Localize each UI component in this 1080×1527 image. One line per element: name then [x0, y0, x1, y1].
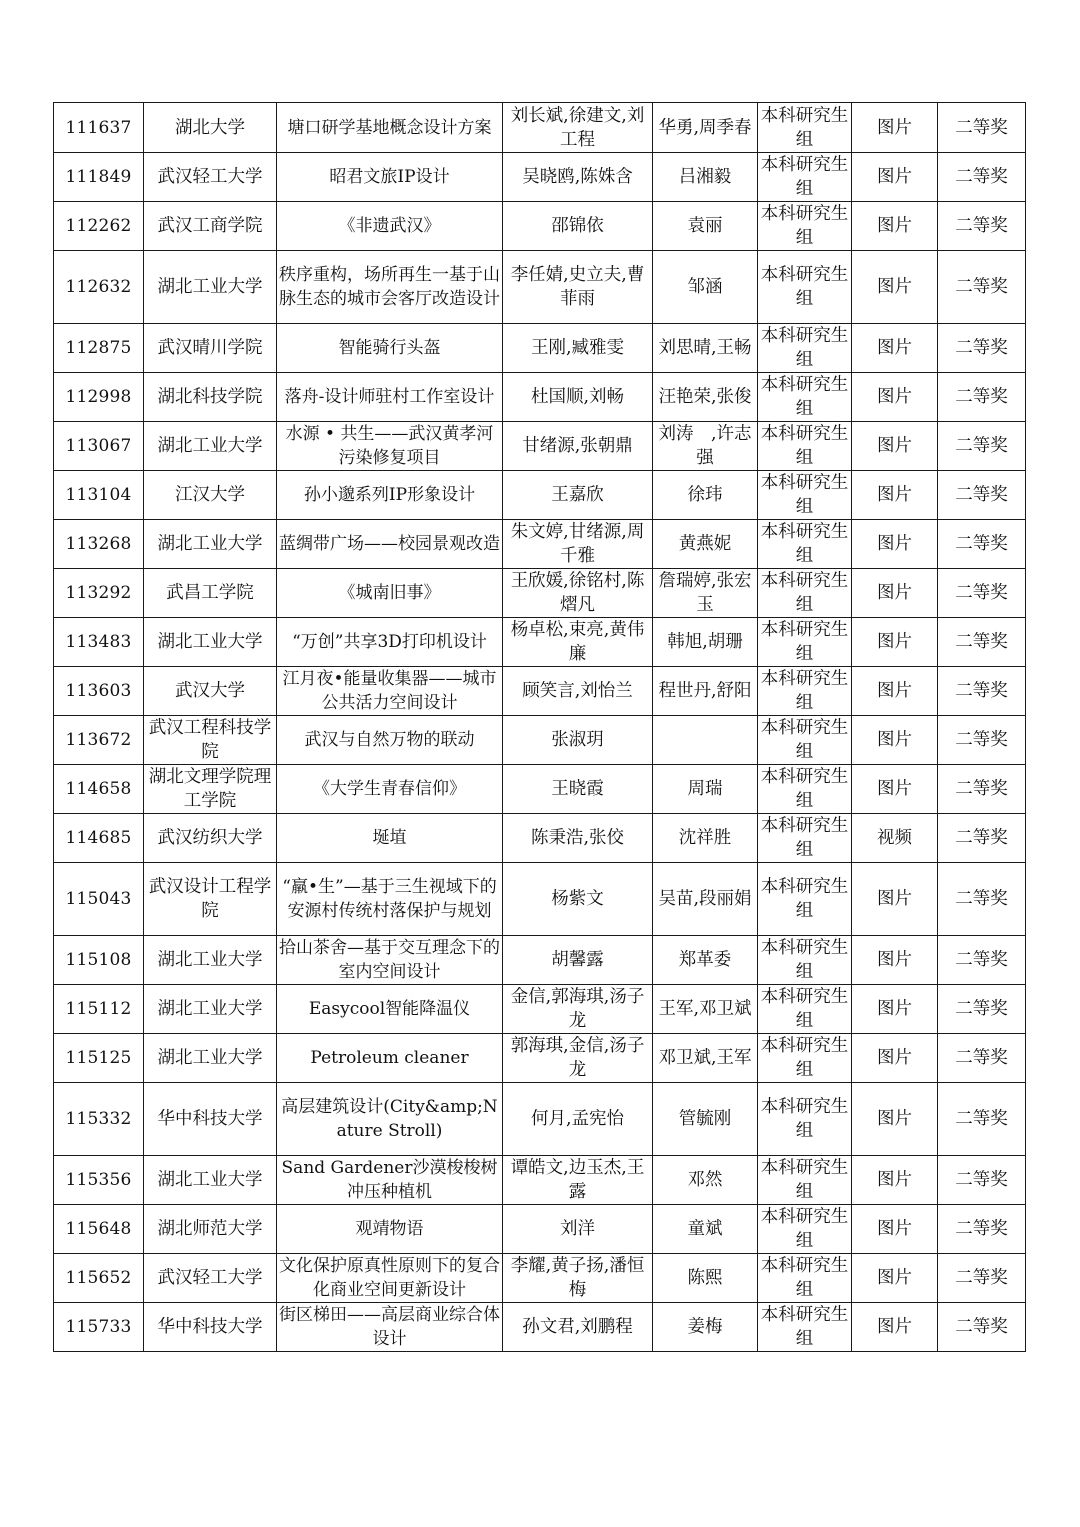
work-type: 图片: [852, 1303, 938, 1352]
work-type: 图片: [852, 520, 938, 569]
work-type: 图片: [852, 863, 938, 936]
work-type: 图片: [852, 985, 938, 1034]
advisor-names: 姜梅: [653, 1303, 758, 1352]
school-name: 武汉轻工大学: [144, 153, 277, 202]
advisor-names: 韩旭,胡珊: [653, 618, 758, 667]
author-names: 杜国顺,刘畅: [503, 373, 653, 422]
table-row: [54, 618, 1026, 667]
entry-id: 112262: [54, 202, 144, 251]
project-title: 街区梯田——高层商业综合体设计: [277, 1303, 503, 1352]
group-category: 本科研究生组: [758, 520, 852, 569]
project-title: 孙小邈系列IP形象设计: [277, 471, 503, 520]
award-level: 二等奖: [938, 936, 1026, 985]
advisor-names: 周瑞: [653, 765, 758, 814]
project-title: 文化保护原真性原则下的复合化商业空间更新设计: [277, 1254, 503, 1303]
school-name: 湖北工业大学: [144, 985, 277, 1034]
entry-id: 115125: [54, 1034, 144, 1083]
author-names: 甘绪源,张朝鼎: [503, 422, 653, 471]
entry-id: 113483: [54, 618, 144, 667]
group-category: 本科研究生组: [758, 765, 852, 814]
advisor-names: [653, 716, 758, 765]
group-category: 本科研究生组: [758, 1034, 852, 1083]
award-level: 二等奖: [938, 618, 1026, 667]
entry-id: 115652: [54, 1254, 144, 1303]
entry-id: 115733: [54, 1303, 144, 1352]
award-level: 二等奖: [938, 251, 1026, 324]
project-title: 秩序重构，场所再生一基于山脉生态的城市会客厅改造设计: [277, 251, 503, 324]
advisor-names: 邹涵: [653, 251, 758, 324]
school-name: 湖北科技学院: [144, 373, 277, 422]
group-category: 本科研究生组: [758, 251, 852, 324]
entry-id: 111637: [54, 103, 144, 153]
entry-id: 111849: [54, 153, 144, 202]
group-category: 本科研究生组: [758, 103, 852, 153]
advisor-names: 邓然: [653, 1156, 758, 1205]
award-level: 二等奖: [938, 667, 1026, 716]
award-level: 二等奖: [938, 103, 1026, 153]
award-rows: [54, 103, 1026, 1352]
entry-id: 113292: [54, 569, 144, 618]
table-row: [54, 324, 1026, 373]
award-level: 二等奖: [938, 471, 1026, 520]
school-name: 华中科技大学: [144, 1303, 277, 1352]
group-category: 本科研究生组: [758, 324, 852, 373]
advisor-names: 华勇,周季春: [653, 103, 758, 153]
group-category: 本科研究生组: [758, 422, 852, 471]
school-name: 湖北工业大学: [144, 251, 277, 324]
award-level: 二等奖: [938, 520, 1026, 569]
project-title: “万创”共享3D打印机设计: [277, 618, 503, 667]
author-names: 吴晓鸥,陈姝含: [503, 153, 653, 202]
table-row: [54, 153, 1026, 202]
table-row: [54, 765, 1026, 814]
award-level: 二等奖: [938, 1205, 1026, 1254]
award-level: 二等奖: [938, 1303, 1026, 1352]
group-category: 本科研究生组: [758, 471, 852, 520]
work-type: 图片: [852, 1205, 938, 1254]
group-category: 本科研究生组: [758, 202, 852, 251]
award-level: 二等奖: [938, 814, 1026, 863]
author-names: 王刚,臧雅雯: [503, 324, 653, 373]
author-names: 何月,孟宪怡: [503, 1083, 653, 1156]
author-names: 李任婧,史立夫,曹菲雨: [503, 251, 653, 324]
project-title: 观靖物语: [277, 1205, 503, 1254]
entry-id: 112998: [54, 373, 144, 422]
group-category: 本科研究生组: [758, 569, 852, 618]
award-level: 二等奖: [938, 1083, 1026, 1156]
table-row: [54, 1254, 1026, 1303]
entry-id: 115043: [54, 863, 144, 936]
work-type: 图片: [852, 471, 938, 520]
advisor-names: 郑革委: [653, 936, 758, 985]
award-level: 二等奖: [938, 324, 1026, 373]
advisor-names: 袁丽: [653, 202, 758, 251]
entry-id: 115356: [54, 1156, 144, 1205]
project-title: 高层建筑设计(City&amp;Nature Stroll): [277, 1083, 503, 1156]
table-row: [54, 202, 1026, 251]
table-row: [54, 251, 1026, 324]
project-title: 武汉与自然万物的联动: [277, 716, 503, 765]
work-type: 图片: [852, 1034, 938, 1083]
award-table: [53, 102, 1026, 1352]
award-level: 二等奖: [938, 1034, 1026, 1083]
advisor-names: 徐玮: [653, 471, 758, 520]
school-name: 湖北工业大学: [144, 618, 277, 667]
project-title: 落舟-设计师驻村工作室设计: [277, 373, 503, 422]
project-title: 蓝绸带广场——校园景观改造: [277, 520, 503, 569]
project-title: 塘口研学基地概念设计方案: [277, 103, 503, 153]
table-row: [54, 373, 1026, 422]
entry-id: 114685: [54, 814, 144, 863]
school-name: 湖北工业大学: [144, 1034, 277, 1083]
author-names: 胡馨露: [503, 936, 653, 985]
advisor-names: 王军,邓卫斌: [653, 985, 758, 1034]
group-category: 本科研究生组: [758, 936, 852, 985]
award-level: 二等奖: [938, 716, 1026, 765]
group-category: 本科研究生组: [758, 153, 852, 202]
project-title: 智能骑行头盔: [277, 324, 503, 373]
entry-id: 113672: [54, 716, 144, 765]
table-row: [54, 520, 1026, 569]
table-row: [54, 1034, 1026, 1083]
school-name: 湖北工业大学: [144, 520, 277, 569]
author-names: 王欣媛,徐铭村,陈熠凡: [503, 569, 653, 618]
work-type: 图片: [852, 202, 938, 251]
entry-id: 113603: [54, 667, 144, 716]
entry-id: 113067: [54, 422, 144, 471]
advisor-names: 沈祥胜: [653, 814, 758, 863]
work-type: 视频: [852, 814, 938, 863]
advisor-names: 刘涛 ,许志强: [653, 422, 758, 471]
group-category: 本科研究生组: [758, 667, 852, 716]
group-category: 本科研究生组: [758, 618, 852, 667]
author-names: 顾笑言,刘怡兰: [503, 667, 653, 716]
project-title: 江月夜•能量收集器——城市公共活力空间设计: [277, 667, 503, 716]
table-row: [54, 422, 1026, 471]
author-names: 刘长斌,徐建文,刘工程: [503, 103, 653, 153]
award-level: 二等奖: [938, 373, 1026, 422]
table-row: [54, 569, 1026, 618]
group-category: 本科研究生组: [758, 716, 852, 765]
group-category: 本科研究生组: [758, 373, 852, 422]
group-category: 本科研究生组: [758, 985, 852, 1034]
school-name: 湖北文理学院理工学院: [144, 765, 277, 814]
entry-id: 113104: [54, 471, 144, 520]
school-name: 武汉纺织大学: [144, 814, 277, 863]
award-level: 二等奖: [938, 765, 1026, 814]
school-name: 武昌工学院: [144, 569, 277, 618]
table-row: [54, 1083, 1026, 1156]
work-type: 图片: [852, 716, 938, 765]
author-names: 郭海琪,金信,汤子龙: [503, 1034, 653, 1083]
school-name: 湖北师范大学: [144, 1205, 277, 1254]
advisor-names: 童斌: [653, 1205, 758, 1254]
project-title: 拾山茶舍—基于交互理念下的室内空间设计: [277, 936, 503, 985]
advisor-names: 汪艳荣,张俊: [653, 373, 758, 422]
award-level: 二等奖: [938, 422, 1026, 471]
school-name: 湖北工业大学: [144, 422, 277, 471]
project-title: Sand Gardener沙漠梭梭树冲压种植机: [277, 1156, 503, 1205]
work-type: 图片: [852, 1254, 938, 1303]
group-category: 本科研究生组: [758, 1156, 852, 1205]
author-names: 陈秉浩,张佼: [503, 814, 653, 863]
school-name: 武汉轻工大学: [144, 1254, 277, 1303]
table-row: [54, 667, 1026, 716]
entry-id: 115112: [54, 985, 144, 1034]
work-type: 图片: [852, 324, 938, 373]
project-title: 昭君文旅IP设计: [277, 153, 503, 202]
work-type: 图片: [852, 422, 938, 471]
work-type: 图片: [852, 667, 938, 716]
author-names: 王晓霞: [503, 765, 653, 814]
school-name: 武汉工程科技学院: [144, 716, 277, 765]
entry-id: 112632: [54, 251, 144, 324]
table-row: [54, 936, 1026, 985]
author-names: 谭皓文,边玉杰,王露: [503, 1156, 653, 1205]
work-type: 图片: [852, 373, 938, 422]
school-name: 湖北工业大学: [144, 1156, 277, 1205]
project-title: 《非遗武汉》: [277, 202, 503, 251]
project-title: 埏埴: [277, 814, 503, 863]
author-names: 孙文君,刘鹏程: [503, 1303, 653, 1352]
table-row: [54, 471, 1026, 520]
entry-id: 114658: [54, 765, 144, 814]
advisor-names: 陈熙: [653, 1254, 758, 1303]
author-names: 李耀,黄子扬,潘恒梅: [503, 1254, 653, 1303]
school-name: 武汉大学: [144, 667, 277, 716]
award-level: 二等奖: [938, 985, 1026, 1034]
school-name: 江汉大学: [144, 471, 277, 520]
work-type: 图片: [852, 153, 938, 202]
group-category: 本科研究生组: [758, 1083, 852, 1156]
project-title: 《城南旧事》: [277, 569, 503, 618]
project-title: Petroleum cleaner: [277, 1034, 503, 1083]
work-type: 图片: [852, 569, 938, 618]
table-row: [54, 716, 1026, 765]
project-title: 《大学生青春信仰》: [277, 765, 503, 814]
school-name: 湖北大学: [144, 103, 277, 153]
school-name: 武汉晴川学院: [144, 324, 277, 373]
advisor-names: 管毓刚: [653, 1083, 758, 1156]
advisor-names: 黄燕妮: [653, 520, 758, 569]
entry-id: 113268: [54, 520, 144, 569]
author-names: 刘洋: [503, 1205, 653, 1254]
advisor-names: 程世丹,舒阳: [653, 667, 758, 716]
advisor-names: 刘思晴,王畅: [653, 324, 758, 373]
work-type: 图片: [852, 251, 938, 324]
author-names: 朱文婷,甘绪源,周千雅: [503, 520, 653, 569]
award-level: 二等奖: [938, 1254, 1026, 1303]
project-title: “羸•生”—基于三生视域下的安源村传统村落保护与规划: [277, 863, 503, 936]
table-row: [54, 1156, 1026, 1205]
entry-id: 115332: [54, 1083, 144, 1156]
author-names: 杨紫文: [503, 863, 653, 936]
entry-id: 115108: [54, 936, 144, 985]
school-name: 武汉设计工程学院: [144, 863, 277, 936]
advisor-names: 吕湘毅: [653, 153, 758, 202]
table-row: [54, 985, 1026, 1034]
table-row: [54, 1205, 1026, 1254]
work-type: 图片: [852, 765, 938, 814]
advisor-names: 邓卫斌,王军: [653, 1034, 758, 1083]
school-name: 武汉工商学院: [144, 202, 277, 251]
work-type: 图片: [852, 936, 938, 985]
project-title: 水源 • 共生——武汉黄孝河污染修复项目: [277, 422, 503, 471]
author-names: 杨卓松,束亮,黄伟廉: [503, 618, 653, 667]
group-category: 本科研究生组: [758, 1205, 852, 1254]
work-type: 图片: [852, 618, 938, 667]
award-level: 二等奖: [938, 1156, 1026, 1205]
group-category: 本科研究生组: [758, 1254, 852, 1303]
author-names: 邵锦依: [503, 202, 653, 251]
entry-id: 112875: [54, 324, 144, 373]
author-names: 张淑玥: [503, 716, 653, 765]
group-category: 本科研究生组: [758, 814, 852, 863]
work-type: 图片: [852, 1083, 938, 1156]
group-category: 本科研究生组: [758, 863, 852, 936]
advisor-names: 詹瑞婷,张宏玉: [653, 569, 758, 618]
award-level: 二等奖: [938, 863, 1026, 936]
award-level: 二等奖: [938, 202, 1026, 251]
project-title: Easycool智能降温仪: [277, 985, 503, 1034]
entry-id: 115648: [54, 1205, 144, 1254]
table-row: [54, 863, 1026, 936]
school-name: 湖北工业大学: [144, 936, 277, 985]
table-row: [54, 1303, 1026, 1352]
award-level: 二等奖: [938, 569, 1026, 618]
table-row: [54, 103, 1026, 153]
group-category: 本科研究生组: [758, 1303, 852, 1352]
advisor-names: 吴苗,段丽娟: [653, 863, 758, 936]
author-names: 金信,郭海琪,汤子龙: [503, 985, 653, 1034]
author-names: 王嘉欣: [503, 471, 653, 520]
school-name: 华中科技大学: [144, 1083, 277, 1156]
work-type: 图片: [852, 103, 938, 153]
award-level: 二等奖: [938, 153, 1026, 202]
work-type: 图片: [852, 1156, 938, 1205]
table-row: [54, 814, 1026, 863]
